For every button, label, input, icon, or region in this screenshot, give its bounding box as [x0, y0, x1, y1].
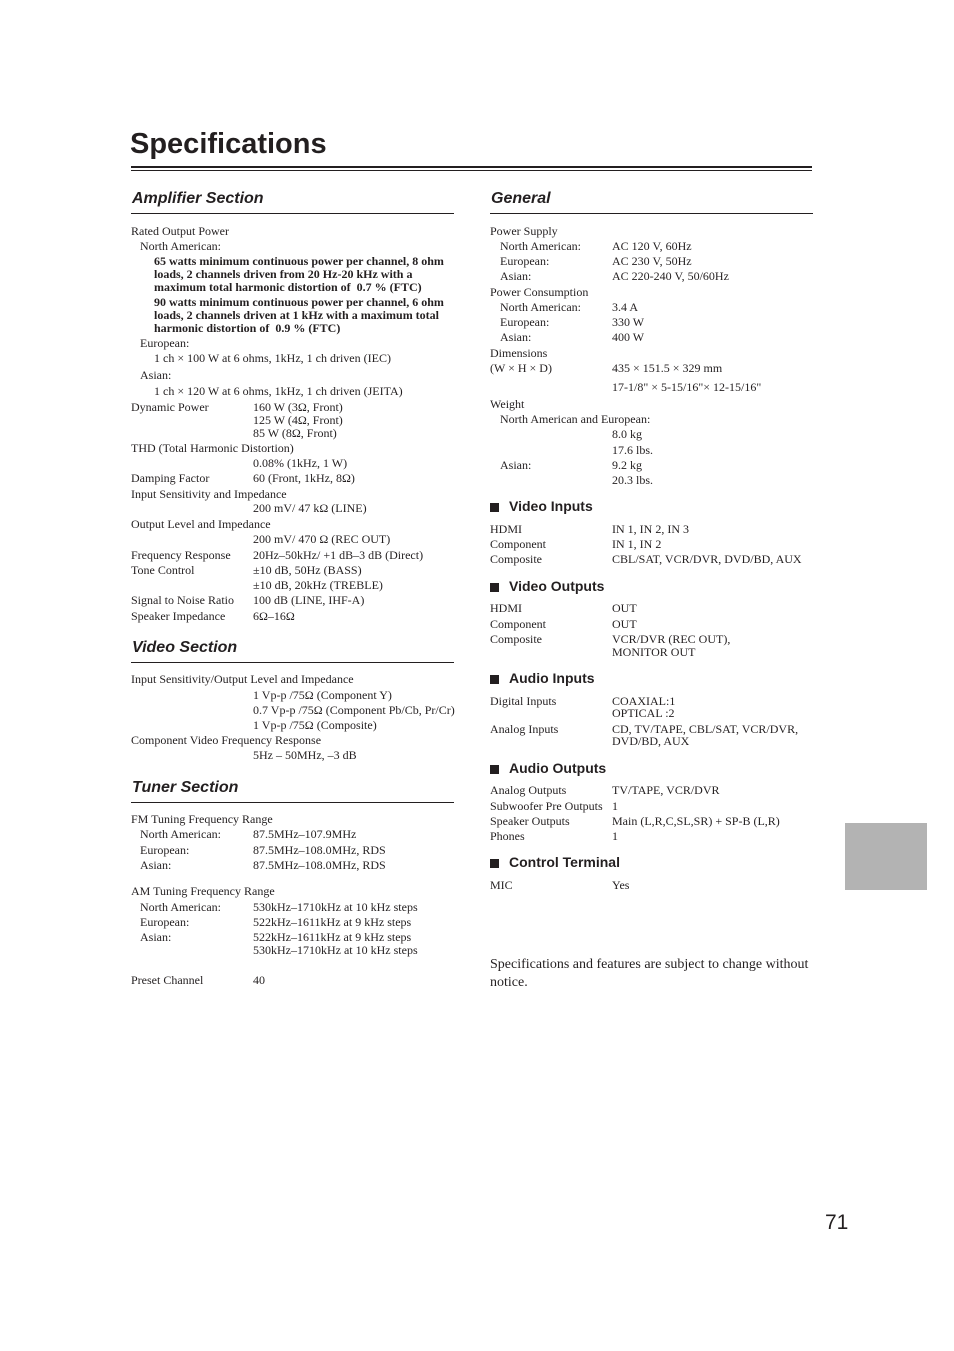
power-supply-region-label: North American:: [500, 239, 581, 253]
rated-output-north-american-line: loads, 2 channels driven at 1 kHz with a maximum total: [154, 308, 440, 322]
square-bullet-icon: [490, 675, 499, 684]
weight-region-value: 9.2 kg: [612, 458, 642, 472]
am-range-label: AM Tuning Frequency Range: [131, 884, 275, 898]
audio-output-label: Analog Outputs: [490, 783, 567, 797]
damping-factor-label: Damping Factor: [131, 471, 210, 485]
rated-output-european-value: 1 ch × 100 W at 6 ohms, 1kHz, 1 ch driven (IEC): [154, 351, 391, 365]
audio-input-value: OPTICAL :2: [612, 706, 675, 720]
video-output-value: VCR/DVR (REC OUT),: [612, 632, 731, 646]
video-input-value: CBL/SAT, VCR/DVR, DVD/BD, AUX: [612, 552, 802, 566]
audio-output-value: TV/TAPE, VCR/DVR: [612, 783, 720, 797]
preset-channel-label: Preset Channel: [131, 973, 204, 987]
video-input-label: HDMI: [490, 522, 522, 536]
tone-control-value: ±10 dB, 50Hz (BASS): [253, 563, 362, 577]
component-frequency-response-value: 5Hz – 50MHz, –3 dB: [253, 748, 357, 762]
rated-output-european-label: European:: [140, 336, 190, 350]
dimensions-value-metric: 435 × 151.5 × 329 mm: [612, 361, 723, 375]
control-terminal-value: Yes: [612, 878, 630, 892]
fm-region-value: 87.5MHz–108.0MHz, RDS: [253, 843, 386, 857]
dynamic-power-value: 125 W (4Ω, Front): [253, 413, 343, 427]
tuner-section-rule: [131, 802, 454, 803]
dimensions-sublabel: (W × H × D): [490, 361, 552, 375]
video-output-label: HDMI: [490, 601, 522, 615]
audio-input-value: COAXIAL:1: [612, 694, 676, 708]
speaker-impedance-value: 6Ω–16Ω: [253, 609, 295, 623]
control-terminal-heading: Control Terminal: [509, 854, 620, 870]
weight-region-value: 17.6 lbs.: [612, 443, 654, 457]
rated-output-north-american-line: 90 watts minimum continuous power per channel, 6 ohm: [154, 295, 444, 309]
title-rule: [131, 166, 812, 168]
rated-output-asian-label: Asian:: [140, 368, 172, 382]
dynamic-power-value: 160 W (3Ω, Front): [253, 400, 343, 414]
audio-input-label: Digital Inputs: [490, 694, 557, 708]
control-terminal-label: MIC: [490, 878, 513, 892]
video-section-heading: Video Section: [132, 639, 238, 656]
speaker-impedance-label: Speaker Impedance: [131, 609, 226, 623]
damping-factor-value: 60 (Front, 1kHz, 8Ω): [253, 471, 355, 485]
video-input-value: IN 1, IN 2, IN 3: [612, 522, 689, 536]
square-bullet-icon: [490, 765, 499, 774]
video-output-value: OUT: [612, 601, 637, 615]
square-bullet-icon: [490, 859, 499, 868]
output-level-label: Output Level and Impedance: [131, 517, 271, 531]
power-supply-region-label: Asian:: [500, 269, 532, 283]
change-notice-line: notice.: [490, 975, 528, 990]
video-output-value: MONITOR OUT: [612, 645, 696, 659]
fm-region-label: Asian:: [140, 858, 172, 872]
am-region-value: 530kHz–1710kHz at 10 kHz steps: [253, 943, 418, 957]
power-consumption-region-value: 400 W: [612, 330, 645, 344]
video-section-rule: [131, 662, 454, 663]
video-output-label: Composite: [490, 632, 543, 646]
fm-region-label: North American:: [140, 827, 221, 841]
rated-output-north-american-line: 65 watts minimum continuous power per channel, 8 ohm: [154, 254, 444, 268]
signal-to-noise-value: 100 dB (LINE, IHF-A): [253, 593, 365, 607]
power-consumption-region-label: Asian:: [500, 330, 532, 344]
tone-control-label: Tone Control: [131, 563, 195, 577]
weight-label: Weight: [490, 397, 525, 411]
dynamic-power-value: 85 W (8Ω, Front): [253, 426, 337, 440]
square-bullet-icon: [490, 583, 499, 592]
power-supply-region-value: AC 230 V, 50Hz: [612, 254, 692, 268]
thd-value: 0.08% (1kHz, 1 W): [253, 456, 348, 470]
general-section-heading: General: [491, 190, 551, 207]
preset-channel-value: 40: [253, 973, 265, 987]
dimensions-label: Dimensions: [490, 346, 548, 360]
audio-inputs-heading: Audio Inputs: [509, 670, 595, 686]
video-input-sensitivity-value: 0.7 Vp-p /75Ω (Component Pb/Cb, Pr/Cr): [253, 703, 455, 717]
power-supply-region-value: AC 220-240 V, 50/60Hz: [612, 269, 729, 283]
weight-region-label: North American and European:: [500, 412, 651, 426]
weight-region-value: 8.0 kg: [612, 427, 642, 441]
frequency-response-value: 20Hz–50kHz/ +1 dB–3 dB (Direct): [253, 548, 424, 562]
rated-output-north-american-line: harmonic distortion of 0.9 % (FTC): [154, 321, 341, 335]
video-inputs-heading: Video Inputs: [509, 498, 593, 514]
general-section-rule: [490, 213, 813, 214]
power-supply-region-label: European:: [500, 254, 550, 268]
power-consumption-region-value: 330 W: [612, 315, 645, 329]
fm-region-value: 87.5MHz–108.0MHz, RDS: [253, 858, 386, 872]
video-input-label: Composite: [490, 552, 543, 566]
dynamic-power-label: Dynamic Power: [131, 400, 209, 414]
rated-output-power-label: Rated Output Power: [131, 224, 229, 238]
video-input-value: IN 1, IN 2: [612, 537, 662, 551]
amplifier-section-heading: Amplifier Section: [132, 190, 264, 207]
square-bullet-icon: [490, 503, 499, 512]
am-region-label: North American:: [140, 900, 221, 914]
page-number: 71: [825, 1211, 849, 1234]
audio-input-label: Analog Inputs: [490, 722, 559, 736]
weight-region-value: 20.3 lbs.: [612, 473, 654, 487]
dimensions-value-imperial: 17-1/8" × 5-15/16"× 12-15/16": [612, 380, 762, 394]
component-frequency-response-label: Component Video Frequency Response: [131, 733, 322, 747]
audio-output-value: 1: [612, 829, 618, 843]
output-level-value: 200 mV/ 470 Ω (REC OUT): [253, 532, 391, 546]
rated-output-asian-value: 1 ch × 120 W at 6 ohms, 1kHz, 1 ch driven (JEITA): [154, 384, 403, 398]
power-consumption-region-value: 3.4 A: [612, 300, 639, 314]
audio-input-value: DVD/BD, AUX: [612, 734, 690, 748]
video-output-value: OUT: [612, 617, 637, 631]
tone-control-value: ±10 dB, 20kHz (TREBLE): [253, 578, 383, 592]
rated-output-north-american-line: loads, 2 channels driven from 20 Hz-20 kHz with a: [154, 267, 413, 281]
fm-region-value: 87.5MHz–107.9MHz: [253, 827, 357, 841]
video-input-sensitivity-label: Input Sensitivity/Output Level and Impedance: [131, 672, 354, 686]
audio-output-label: Phones: [490, 829, 525, 843]
change-notice-line: Specifications and features are subject to change without: [490, 957, 809, 972]
video-input-label: Component: [490, 537, 546, 551]
am-region-label: Asian:: [140, 930, 172, 944]
video-input-sensitivity-value: 1 Vp-p /75Ω (Component Y): [253, 688, 392, 702]
audio-output-value: Main (L,R,C,SL,SR) + SP-B (L,R): [612, 814, 780, 828]
audio-output-label: Subwoofer Pre Outputs: [490, 799, 603, 813]
input-sensitivity-label: Input Sensitivity and Impedance: [131, 487, 287, 501]
power-supply-region-value: AC 120 V, 60Hz: [612, 239, 692, 253]
video-input-sensitivity-value: 1 Vp-p /75Ω (Composite): [253, 718, 377, 732]
audio-output-value: 1: [612, 799, 618, 813]
am-region-value: 530kHz–1710kHz at 10 kHz steps: [253, 900, 418, 914]
page-title: Specifications: [130, 128, 327, 160]
section-tab-marker: [845, 823, 927, 890]
weight-region-label: Asian:: [500, 458, 532, 472]
signal-to-noise-label: Signal to Noise Ratio: [131, 593, 234, 607]
am-region-value: 522kHz–1611kHz at 9 kHz steps: [253, 915, 412, 929]
audio-input-value: CD, TV/TAPE, CBL/SAT, VCR/DVR,: [612, 722, 799, 736]
video-output-label: Component: [490, 617, 546, 631]
fm-range-label: FM Tuning Frequency Range: [131, 812, 273, 826]
rated-output-north-american-label: North American:: [140, 239, 221, 253]
power-supply-label: Power Supply: [490, 224, 558, 238]
thd-label: THD (Total Harmonic Distortion): [131, 441, 294, 455]
power-consumption-label: Power Consumption: [490, 285, 589, 299]
am-region-value: 522kHz–1611kHz at 9 kHz steps: [253, 930, 412, 944]
video-outputs-heading: Video Outputs: [509, 578, 605, 594]
frequency-response-label: Frequency Response: [131, 548, 231, 562]
rated-output-north-american-line: maximum total harmonic distortion of 0.7 % (FTC): [154, 280, 422, 294]
input-sensitivity-value: 200 mV/ 47 kΩ (LINE): [253, 501, 367, 515]
power-consumption-region-label: North American:: [500, 300, 581, 314]
audio-output-label: Speaker Outputs: [490, 814, 570, 828]
fm-region-label: European:: [140, 843, 190, 857]
title-rule-thin: [131, 170, 812, 171]
amplifier-section-rule: [131, 213, 454, 214]
am-region-label: European:: [140, 915, 190, 929]
tuner-section-heading: Tuner Section: [132, 779, 239, 796]
power-consumption-region-label: European:: [500, 315, 550, 329]
audio-outputs-heading: Audio Outputs: [509, 760, 607, 776]
